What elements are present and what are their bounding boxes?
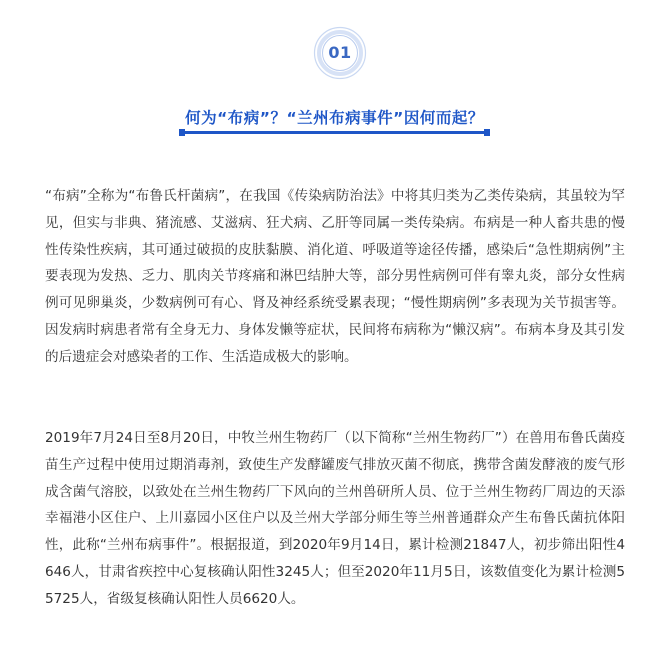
underline-left-cap	[179, 129, 185, 136]
section-title: 何为“布病”？“兰州布病事件”因何而起？	[185, 109, 484, 127]
paragraph-brucellosis-definition: “布病”全称为“布鲁氏杆菌病”，在我国《传染病防治法》中将其归类为乙类传染病，其虽较为罕见，但实与非典、猪流感、艾滋病、狂犬病、乙肝等同属一类传染病。布病是一种人畜共患的慢性传染性疾病，其可通过破损的皮肤黏膜、消化道、呼吸道等途径传播，感染后“急性期病例”主要表现为发热、乏力、肌肉关节疼痛和淋巴结肿大等，部分男性病例可伴有睾丸炎，部分女性病例可见卵巢炎，少数病例可有心、肾及神经系统受累表现；“慢性期病例”多表现为关节损害等。因发病时病患者常有全身无力、身体发懒等症状，民间将布病称为“懒汉病”。布病本身及其引发的后遗症会对感染者的工作、生活造成极大的影响。	[45, 188, 625, 365]
paragraph-lanzhou-incident: 2019年7月24日至8月20日，中牧兰州生物药厂（以下简称“兰州生物药厂”）在兽用布鲁氏菌疫苗生产过程中使用过期消毒剂，致使生产发酵罐废气排放灭菌不彻底，携带含菌发酵液的废气形成含菌气溶胶，以致处在兰州生物药厂下风向的兰州兽研所人员、位于兰州生物药厂周边的天添幸福港小区住户、上川嘉园小区住户以及兰州大学部分师生等兰州普通群众产生布鲁氏菌抗体阳性，此称“兰州布病事件”。根据报道，到2020年9月14日，累计检测21847人，初步筛出阳性4646人，甘肃省疾控中心复核确认阳性3245人；但至2020年11月5日，该数值变化为累计检测55725人，省级复核确认阳性人员6620人。	[45, 430, 625, 607]
underline-right-cap	[484, 129, 490, 136]
section-number-badge	[313, 26, 367, 80]
section-number: 01	[328, 43, 352, 62]
section-heading	[182, 100, 487, 140]
heading-underline	[182, 131, 487, 134]
